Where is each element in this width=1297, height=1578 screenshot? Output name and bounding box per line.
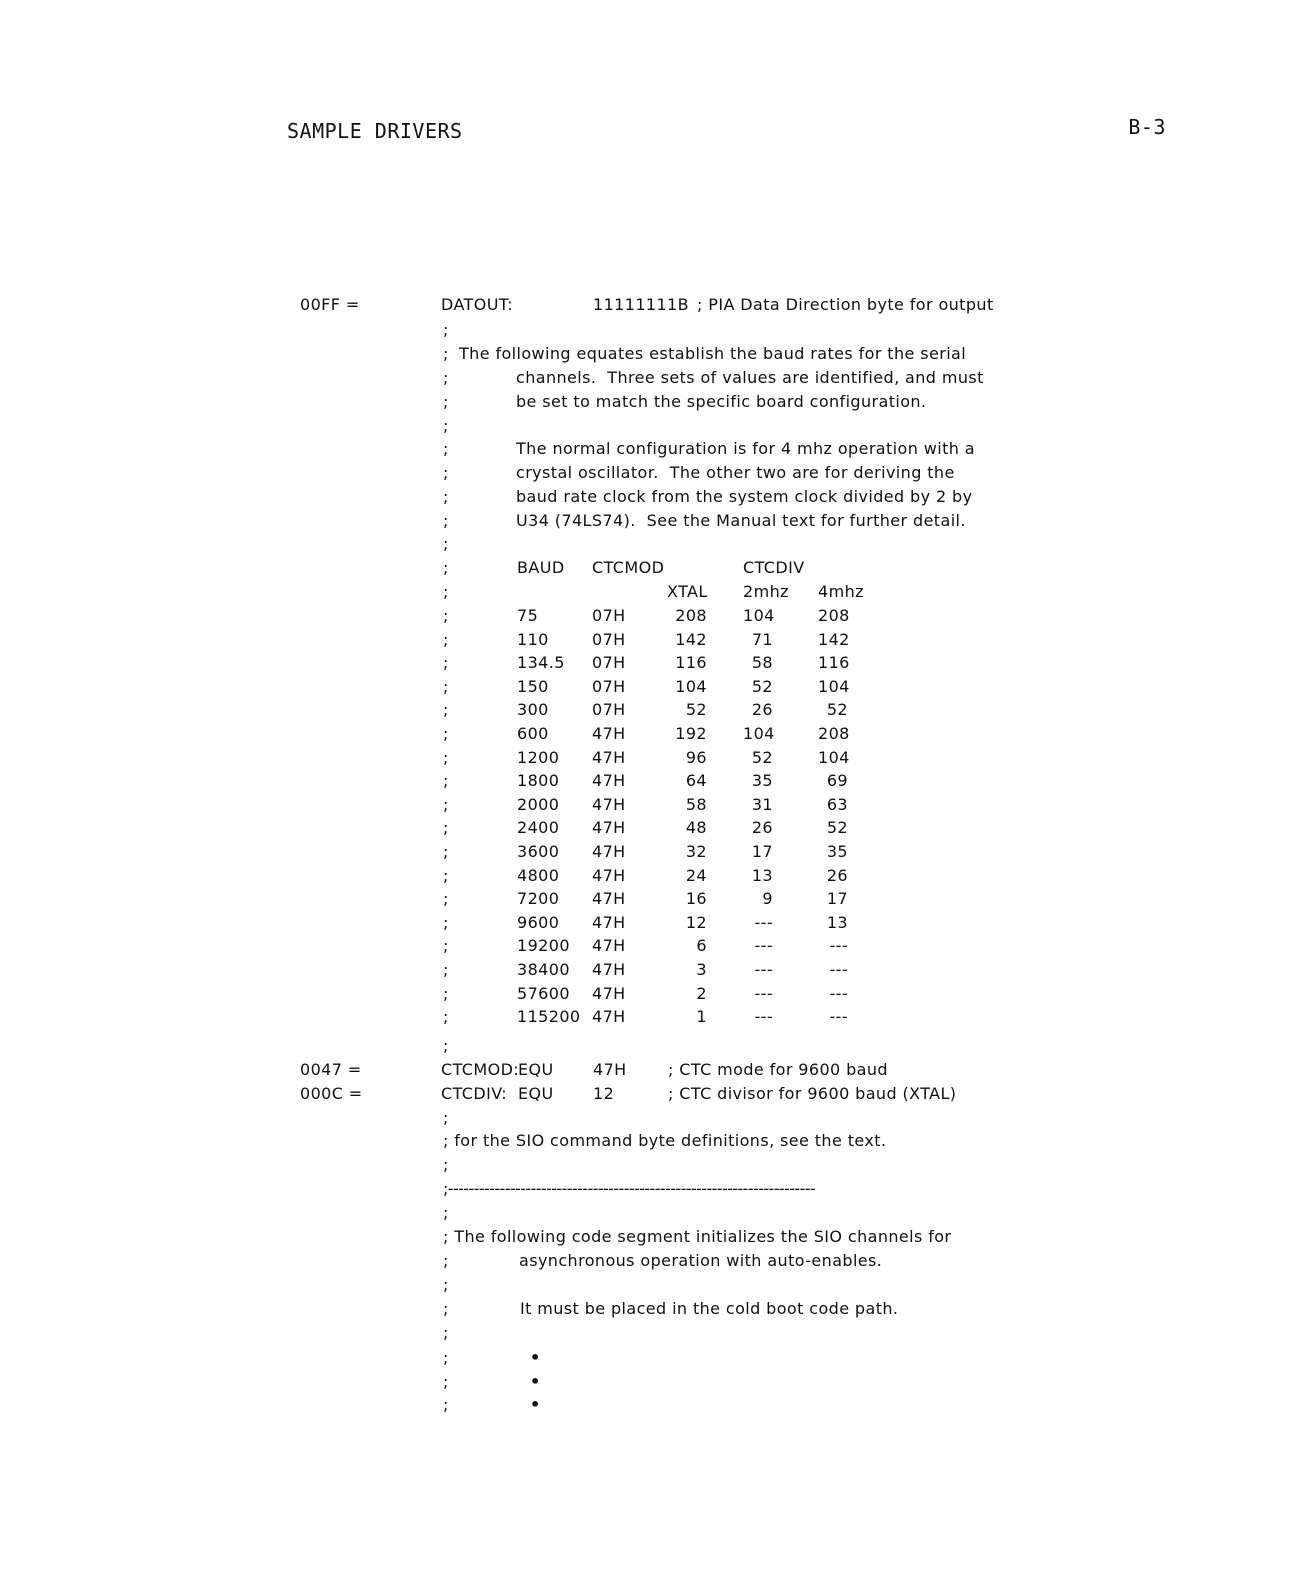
ctcmod-cell: 47H: [592, 913, 626, 932]
ctcdiv-2mhz-cell: 35: [751, 771, 773, 790]
ctcdiv-4mhz-cell: 208: [818, 606, 850, 625]
comment-line: [0, 532, 1297, 556]
comment-text: crystal oscillator. The other two are for deriving the: [516, 463, 955, 482]
semicolon: ;: [443, 653, 449, 672]
comment-line: [0, 1034, 1297, 1058]
ctcdiv-4mhz-cell: 208: [818, 724, 850, 743]
ctcmod-cell: 47H: [592, 795, 626, 814]
table-row: [0, 604, 1297, 628]
ctcdiv-4mhz-cell: 142: [818, 630, 850, 649]
baud-cell: 300: [517, 700, 549, 719]
xtal-cell: 16: [685, 889, 707, 908]
semicolon: ;: [443, 795, 449, 814]
semicolon: ;: [443, 1007, 449, 1026]
xtal-cell: 32: [685, 842, 707, 861]
comment-line: [0, 1153, 1297, 1177]
comment-text: be set to match the specific board configuration.: [516, 392, 927, 411]
ctcmod-cell: 07H: [592, 606, 626, 625]
ctcmod-cell: 47H: [592, 936, 626, 955]
table-row: [0, 628, 1297, 652]
table-row: [0, 887, 1297, 911]
semicolon: ;: [443, 1275, 449, 1294]
xtal-cell: 12: [685, 913, 707, 932]
ctcmod-line: [0, 1058, 1297, 1082]
table-row: [0, 651, 1297, 675]
semicolon: ;: [443, 1036, 449, 1055]
comment: ; CTC mode for 9600 baud: [668, 1060, 888, 1079]
ctcmod-cell: 07H: [592, 677, 626, 696]
baud-cell: 150: [517, 677, 549, 696]
ctcdiv-2mhz-cell: ---: [754, 936, 773, 955]
table-row: [0, 958, 1297, 982]
semicolon: ;: [443, 866, 449, 885]
ctcmod-cell: 47H: [592, 818, 626, 837]
baud-cell: 2400: [517, 818, 560, 837]
ctcdiv-2mhz-cell: 26: [751, 700, 773, 719]
ctcdiv-2mhz-cell: 13: [751, 866, 773, 885]
baud-cell: 3600: [517, 842, 560, 861]
semicolon: ;: [443, 487, 449, 506]
semicolon: ;: [443, 1348, 449, 1367]
baud-cell: 7200: [517, 889, 560, 908]
semicolon: ;: [443, 771, 449, 790]
baud-cell: 57600: [517, 984, 570, 1003]
semicolon: ;: [443, 1323, 449, 1342]
comment-line: [0, 1249, 1297, 1273]
baud-cell: 1200: [517, 748, 560, 767]
semicolon: ;: [443, 582, 449, 601]
table-row: [0, 911, 1297, 935]
baud-cell: 19200: [517, 936, 570, 955]
comment-line: [0, 485, 1297, 509]
xtal-cell: 48: [685, 818, 707, 837]
column-header-ctcdiv: CTCDIV: [743, 558, 805, 577]
ellipsis-line: [0, 1370, 1297, 1394]
comment-line: [0, 1201, 1297, 1225]
semicolon: ;: [443, 1372, 449, 1391]
ctcdiv-4mhz-cell: 26: [826, 866, 848, 885]
ctcmod-cell: 47H: [592, 748, 626, 767]
ellipsis-line: [0, 1393, 1297, 1417]
label: DATOUT:: [441, 295, 514, 314]
separator: ;-----------------------------------------------------------------------: [443, 1179, 816, 1198]
ctcdiv-2mhz-cell: ---: [754, 913, 773, 932]
xtal-cell: 104: [675, 677, 707, 696]
opcode: EQU: [518, 1084, 554, 1103]
semicolon: ;: [443, 936, 449, 955]
operand: 12: [593, 1084, 615, 1103]
comment-line: [0, 1297, 1297, 1321]
semicolon: ;: [443, 1155, 449, 1174]
semicolon: ;: [443, 558, 449, 577]
ctcdiv-2mhz-cell: 31: [751, 795, 773, 814]
comment-text: baud rate clock from the system clock divided by 2 by: [516, 487, 973, 506]
comment-line: [0, 318, 1297, 342]
semicolon: ;: [443, 748, 449, 767]
comment-text: U34 (74LS74). See the Manual text for further detail.: [516, 511, 966, 530]
baud-cell: 134.5: [517, 653, 565, 672]
semicolon: ;: [443, 511, 449, 530]
table-row: [0, 698, 1297, 722]
page-number: B-3: [1128, 115, 1166, 139]
ctcmod-cell: 47H: [592, 842, 626, 861]
operand: 11111111B: [593, 295, 690, 314]
ellipsis-dot: •: [530, 1348, 541, 1367]
semicolon: ;: [443, 439, 449, 458]
baud-cell: 1800: [517, 771, 560, 790]
ctcmod-cell: 47H: [592, 960, 626, 979]
table-row: [0, 982, 1297, 1006]
ctcdiv-4mhz-cell: 104: [818, 677, 850, 696]
comment-text: The normal configuration is for 4 mhz operation with a: [516, 439, 975, 458]
ctcdiv-2mhz-cell: 58: [751, 653, 773, 672]
table-row: [0, 816, 1297, 840]
label: CTCMOD:: [441, 1060, 520, 1079]
semicolon: ;: [443, 889, 449, 908]
datout-line: [0, 293, 1297, 317]
comment-line: [0, 1225, 1297, 1249]
operand: 47H: [593, 1060, 627, 1079]
xtal-cell: 116: [675, 653, 707, 672]
baud-cell: 75: [517, 606, 539, 625]
comment-text: ; The following code segment initializes the SIO channels for: [443, 1227, 952, 1246]
table-row: [0, 1005, 1297, 1029]
baud-cell: 115200: [517, 1007, 581, 1026]
semicolon: ;: [443, 1251, 449, 1270]
ctcdiv-2mhz-cell: 26: [751, 818, 773, 837]
ctcdiv-4mhz-cell: 52: [826, 818, 848, 837]
ctcmod-cell: 47H: [592, 889, 626, 908]
ctcdiv-4mhz-cell: 63: [826, 795, 848, 814]
ellipsis-dot: •: [530, 1372, 541, 1391]
xtal-cell: 142: [675, 630, 707, 649]
ctcdiv-2mhz-cell: 52: [751, 677, 773, 696]
comment: ; CTC divisor for 9600 baud (XTAL): [668, 1084, 957, 1103]
semicolon: ;: [443, 1299, 449, 1318]
semicolon: ;: [443, 1108, 449, 1127]
column-header-4mhz: 4mhz: [818, 582, 864, 601]
xtal-cell: 58: [685, 795, 707, 814]
ellipsis-line: [0, 1346, 1297, 1370]
comment-line: [0, 509, 1297, 533]
ctcdiv-2mhz-cell: 104: [743, 724, 775, 743]
ctcmod-cell: 47H: [592, 984, 626, 1003]
table-subheader-row: [0, 580, 1297, 604]
table-row: [0, 675, 1297, 699]
xtal-cell: 6: [696, 936, 707, 955]
ctcmod-cell: 07H: [592, 630, 626, 649]
table-row: [0, 840, 1297, 864]
comment-line: [0, 437, 1297, 461]
table-row: [0, 769, 1297, 793]
ctcdiv-4mhz-cell: 17: [826, 889, 848, 908]
semicolon: ;: [443, 1395, 449, 1414]
ctcmod-cell: 07H: [592, 700, 626, 719]
ctcmod-cell: 47H: [592, 771, 626, 790]
table-row: [0, 793, 1297, 817]
ctcdiv-4mhz-cell: ---: [829, 1007, 848, 1026]
comment-line: [0, 366, 1297, 390]
semicolon: ;: [443, 1203, 449, 1222]
ctcdiv-line: [0, 1082, 1297, 1106]
comment-text: ; for the SIO command byte definitions, see the text.: [443, 1131, 887, 1150]
table-header-row: [0, 556, 1297, 580]
column-header-ctcmod: CTCMOD: [592, 558, 665, 577]
ctcdiv-2mhz-cell: ---: [754, 960, 773, 979]
semicolon: ;: [443, 724, 449, 743]
ctcdiv-4mhz-cell: 116: [818, 653, 850, 672]
baud-cell: 2000: [517, 795, 560, 814]
semicolon: ;: [443, 368, 449, 387]
comment: ; PIA Data Direction byte for output: [697, 295, 994, 314]
ctcmod-cell: 47H: [592, 724, 626, 743]
xtal-cell: 3: [696, 960, 707, 979]
semicolon: ;: [443, 842, 449, 861]
ctcdiv-4mhz-cell: 69: [826, 771, 848, 790]
comment-text: channels. Three sets of values are identified, and must: [516, 368, 984, 387]
opcode: EQU: [518, 1060, 554, 1079]
comment-line: [0, 1129, 1297, 1153]
table-row: [0, 722, 1297, 746]
ctcdiv-4mhz-cell: 13: [826, 913, 848, 932]
address: 000C =: [300, 1084, 363, 1103]
semicolon: ;: [443, 606, 449, 625]
comment-line: [0, 461, 1297, 485]
semicolon: ;: [443, 344, 449, 363]
column-header-2mhz: 2mhz: [743, 582, 789, 601]
xtal-cell: 24: [685, 866, 707, 885]
baud-cell: 38400: [517, 960, 570, 979]
column-header-baud: BAUD: [517, 558, 565, 577]
semicolon: ;: [443, 392, 449, 411]
ctcmod-cell: 47H: [592, 866, 626, 885]
table-row: [0, 864, 1297, 888]
xtal-cell: 96: [685, 748, 707, 767]
ctcdiv-4mhz-cell: ---: [829, 960, 848, 979]
semicolon: ;: [443, 534, 449, 553]
comment-line: [0, 1273, 1297, 1297]
xtal-cell: 1: [696, 1007, 707, 1026]
xtal-cell: 64: [685, 771, 707, 790]
table-row: [0, 746, 1297, 770]
baud-cell: 9600: [517, 913, 560, 932]
semicolon: ;: [443, 913, 449, 932]
semicolon: ;: [443, 700, 449, 719]
ctcdiv-2mhz-cell: 71: [751, 630, 773, 649]
semicolon: ;: [443, 960, 449, 979]
xtal-cell: 192: [675, 724, 707, 743]
baud-cell: 110: [517, 630, 549, 649]
separator-line: [0, 1177, 1297, 1201]
ctcdiv-4mhz-cell: ---: [829, 936, 848, 955]
comment-text: It must be placed in the cold boot code path.: [520, 1299, 899, 1318]
xtal-cell: 2: [696, 984, 707, 1003]
baud-cell: 600: [517, 724, 549, 743]
column-header-xtal: XTAL: [667, 582, 708, 601]
ctcdiv-4mhz-cell: 35: [826, 842, 848, 861]
ctcmod-cell: 07H: [592, 653, 626, 672]
semicolon: ;: [443, 416, 449, 435]
comment-line: [0, 1106, 1297, 1130]
ctcdiv-2mhz-cell: 9: [762, 889, 773, 908]
comment-text: asynchronous operation with auto-enables.: [519, 1251, 883, 1270]
table-row: [0, 934, 1297, 958]
semicolon: ;: [443, 677, 449, 696]
comment-text: The following equates establish the baud rates for the serial: [459, 344, 967, 363]
semicolon: ;: [443, 818, 449, 837]
baud-cell: 4800: [517, 866, 560, 885]
semicolon: ;: [443, 463, 449, 482]
comment-line: [0, 390, 1297, 414]
semicolon: ;: [443, 320, 449, 339]
ctcdiv-2mhz-cell: 17: [751, 842, 773, 861]
xtal-cell: 208: [675, 606, 707, 625]
xtal-cell: 52: [685, 700, 707, 719]
label: CTCDIV:: [441, 1084, 508, 1103]
semicolon: ;: [443, 984, 449, 1003]
ctcdiv-4mhz-cell: 52: [826, 700, 848, 719]
ctcdiv-2mhz-cell: 52: [751, 748, 773, 767]
comment-line: [0, 342, 1297, 366]
ctcdiv-4mhz-cell: ---: [829, 984, 848, 1003]
ctcdiv-2mhz-cell: 104: [743, 606, 775, 625]
address: 0047 =: [300, 1060, 362, 1079]
ellipsis-dot: •: [530, 1395, 541, 1414]
comment-line: [0, 1321, 1297, 1345]
ctcmod-cell: 47H: [592, 1007, 626, 1026]
page-header-title: SAMPLE DRIVERS: [287, 119, 463, 143]
ctcdiv-4mhz-cell: 104: [818, 748, 850, 767]
address: 00FF =: [300, 295, 360, 314]
comment-line: [0, 414, 1297, 438]
ctcdiv-2mhz-cell: ---: [754, 1007, 773, 1026]
ctcdiv-2mhz-cell: ---: [754, 984, 773, 1003]
semicolon: ;: [443, 630, 449, 649]
